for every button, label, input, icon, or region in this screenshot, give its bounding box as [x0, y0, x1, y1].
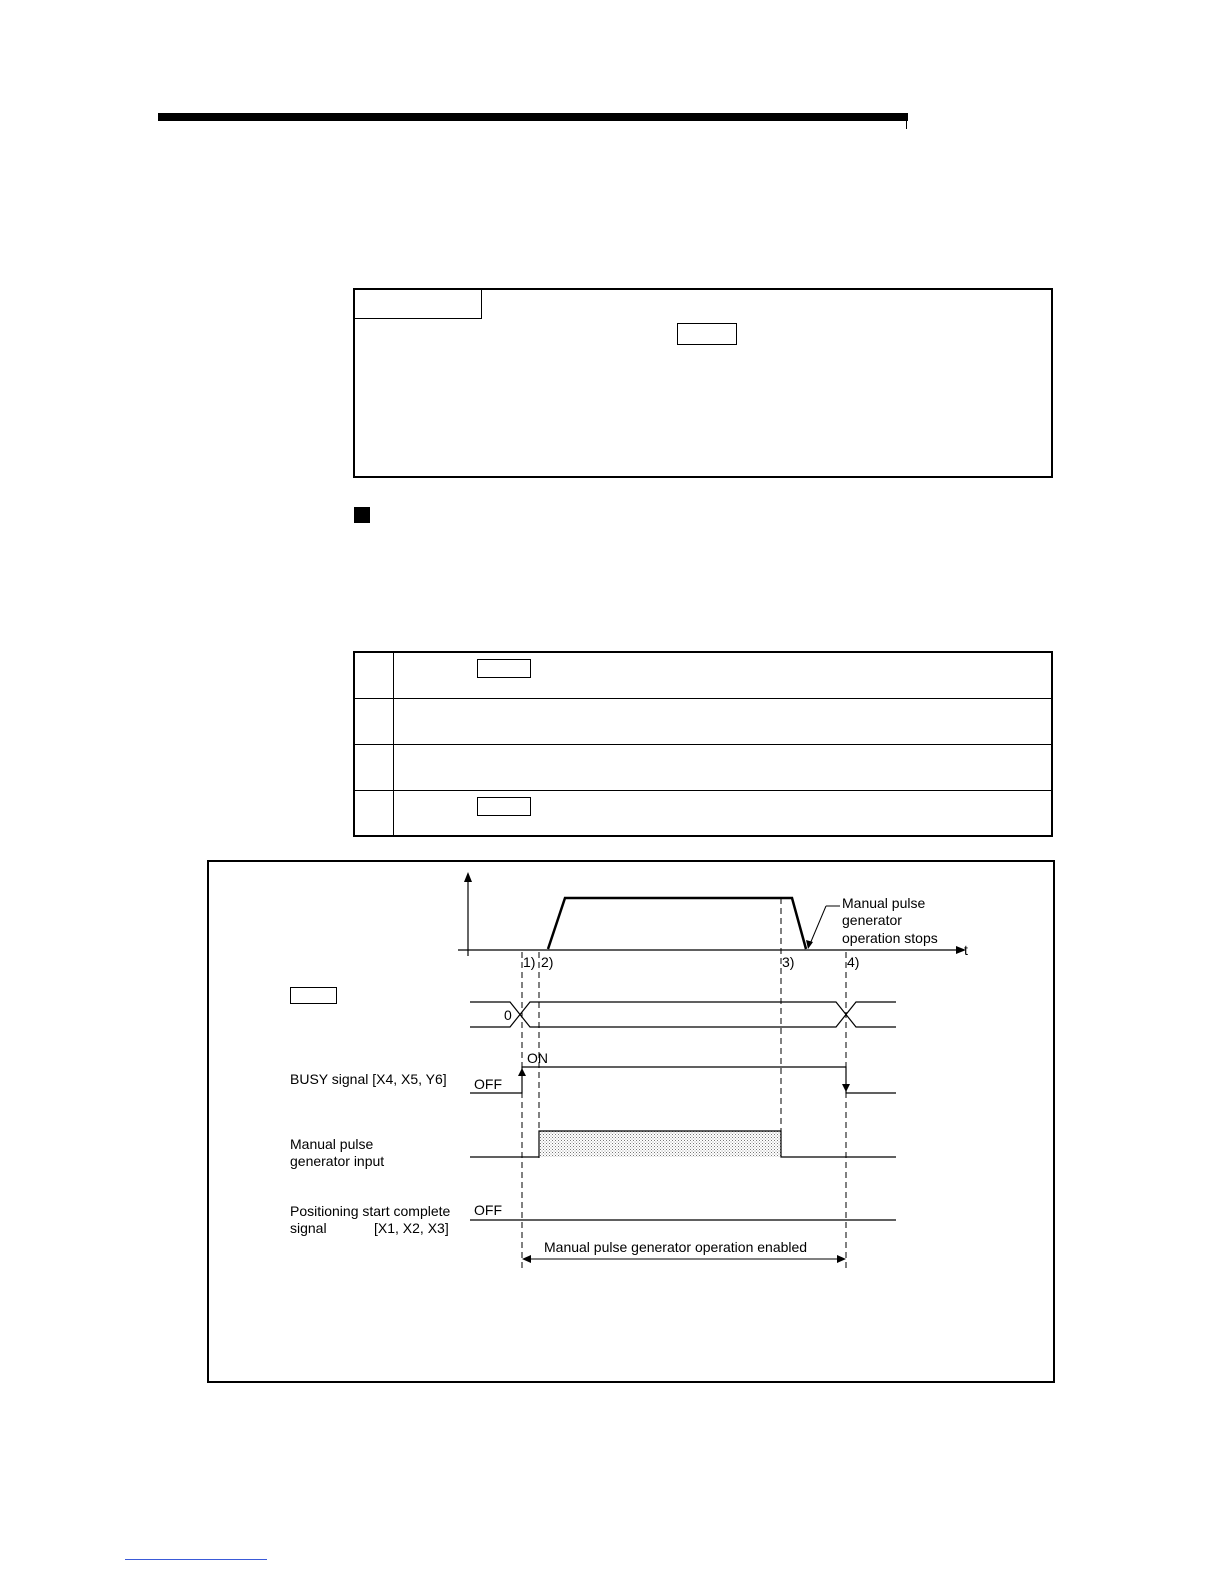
time-marker-1: 1)	[523, 954, 536, 970]
pulse-input-label-line-1: Manual pulse	[290, 1136, 374, 1152]
start-complete-off-label: OFF	[474, 1202, 502, 1218]
time-marker-4: 4)	[847, 954, 860, 970]
enabled-span-right-arrow-icon	[837, 1255, 846, 1263]
speed-axis-arrow-icon	[464, 872, 472, 882]
pulse-input-label-line-2: generator input	[290, 1153, 385, 1169]
stop-annotation-line-3: operation stops	[842, 930, 938, 946]
value-signal-parameter-box	[290, 987, 337, 1004]
footer-link-underline[interactable]	[125, 1559, 267, 1560]
pulse-input-active-area	[539, 1131, 781, 1157]
start-complete-label-line-1: Positioning start complete	[290, 1203, 451, 1219]
busy-on-label: ON	[527, 1050, 548, 1066]
speed-profile	[548, 898, 806, 949]
busy-fall-arrow-icon	[842, 1084, 850, 1092]
stop-annotation-line-2: generator	[842, 912, 902, 928]
annotation-arrow-icon	[806, 940, 813, 949]
value-signal-lower	[470, 1002, 896, 1027]
start-complete-label-devices: [X1, X2, X3]	[374, 1220, 449, 1236]
start-complete-label-signal: signal	[290, 1220, 327, 1236]
time-marker-3: 3)	[782, 954, 795, 970]
value-signal-upper	[470, 1002, 896, 1027]
time-axis-label: t	[964, 942, 968, 958]
enabled-span-left-arrow-icon	[522, 1255, 531, 1263]
busy-signal-label: BUSY signal [X4, X5, Y6]	[290, 1071, 447, 1087]
annotation-leader	[810, 906, 826, 944]
time-marker-2: 2)	[541, 954, 554, 970]
enabled-span-label: Manual pulse generator operation enabled	[544, 1239, 808, 1255]
busy-off-label: OFF	[474, 1076, 502, 1092]
busy-signal-waveform	[470, 1067, 896, 1093]
busy-rise-arrow-icon	[518, 1068, 526, 1076]
value-zero-label: 0	[504, 1007, 512, 1023]
stop-annotation-line-1: Manual pulse	[842, 895, 926, 911]
